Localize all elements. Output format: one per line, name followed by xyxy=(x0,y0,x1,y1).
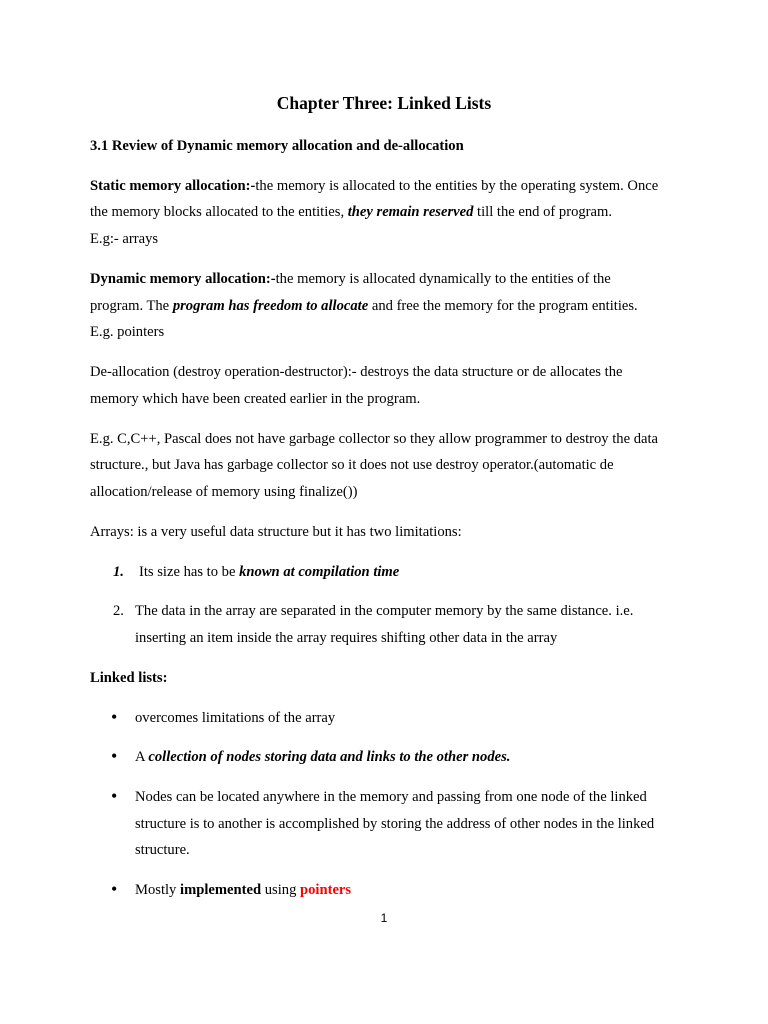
bullet-4-text-a: Mostly xyxy=(135,882,181,898)
bullet-icon: • xyxy=(111,707,118,727)
bullet-icon: • xyxy=(111,786,118,806)
limitation-1-text: Its size has to be xyxy=(139,564,240,580)
static-paragraph-line-1 xyxy=(90,176,658,196)
dynamic-label: Dynamic memory allocation:- xyxy=(90,271,276,287)
dynamic-text-2b: and free the memory for the program entities. xyxy=(368,298,638,314)
static-emphasis: they remain reserved xyxy=(347,204,474,220)
bullet-item-2 xyxy=(135,747,510,767)
limitation-item-2-line-1: The data in the array are separated in the computer memory by the same distance. i.e. xyxy=(135,603,634,619)
static-example: E.g:- arrays xyxy=(90,231,159,247)
list-number-1: 1. xyxy=(113,564,124,580)
dynamic-emphasis: program has freedom to allocate xyxy=(172,298,369,314)
dynamic-text-2a: program. The xyxy=(90,298,173,314)
bullet-4-bold: implemented xyxy=(180,882,262,898)
dynamic-paragraph-line-1 xyxy=(90,269,611,289)
dynamic-paragraph-line-2 xyxy=(90,296,638,316)
dynamic-text-1: the memory is allocated dynamically to the entities of the xyxy=(275,271,611,287)
limitation-1-emphasis: known at compilation time xyxy=(239,564,400,580)
dealloc-line-2: memory which have been created earlier in the program. xyxy=(90,391,421,407)
bullet-item-3-line-2: structure is to another is accomplished by storing the address of other nodes in the linked xyxy=(135,816,655,832)
dealloc-line-1: De-allocation (destroy operation-destructor):- destroys the data structure or de allocates the xyxy=(90,364,623,380)
garbage-line-2: structure., but Java has garbage collector so it does not use destroy operator.(automatic de xyxy=(90,457,614,473)
static-paragraph-line-2 xyxy=(90,202,612,222)
bullet-2-text: A xyxy=(135,749,149,765)
static-label: Static memory allocation:- xyxy=(90,178,256,194)
bullet-icon: • xyxy=(111,746,118,766)
dynamic-example: E.g. pointers xyxy=(90,324,165,340)
bullet-icon: • xyxy=(111,879,118,899)
bullet-item-3-line-3: structure. xyxy=(135,842,190,858)
arrays-intro: Arrays: is a very useful data structure but it has two limitations: xyxy=(90,524,462,540)
bullet-item-1: overcomes limitations of the array xyxy=(135,710,336,726)
garbage-line-1: E.g. C,C++, Pascal does not have garbage collector so they allow programmer to destroy the data xyxy=(90,431,659,447)
bullet-item-4 xyxy=(135,880,351,900)
limitation-item-1 xyxy=(139,562,399,582)
bullet-4-text-b: using xyxy=(261,882,301,898)
static-text-1: the memory is allocated to the entities by the operating system. Once xyxy=(255,178,659,194)
static-text-2a: the memory blocks allocated to the entities, xyxy=(90,204,348,220)
list-number-2: 2. xyxy=(113,603,124,619)
bullet-item-3-line-1: Nodes can be located anywhere in the memory and passing from one node of the linked xyxy=(135,789,647,805)
garbage-line-3: allocation/release of memory using finalize()) xyxy=(90,484,358,500)
section-heading: 3.1 Review of Dynamic memory allocation and de-allocation xyxy=(90,138,464,154)
static-text-2b: till the end of program. xyxy=(473,204,613,220)
bullet-2-emphasis: collection of nodes storing data and links to the other nodes. xyxy=(148,749,511,765)
page-number: 1 xyxy=(380,911,388,925)
linked-lists-heading: Linked lists: xyxy=(90,670,168,686)
chapter-title: Chapter Three: Linked Lists xyxy=(276,93,492,113)
limitation-item-2-line-2: inserting an item inside the array requires shifting other data in the array xyxy=(135,630,558,646)
bullet-4-highlight: pointers xyxy=(300,882,352,898)
